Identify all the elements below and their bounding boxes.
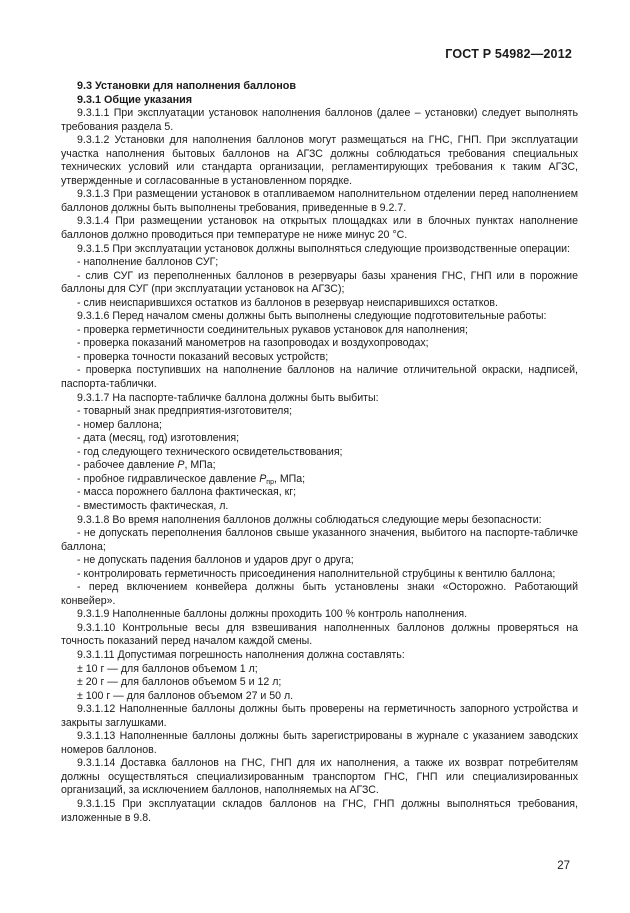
- list-item: - дата (месяц, год) изготовления;: [77, 432, 240, 445]
- subsection-title: 9.3.1 Общие указания: [77, 93, 193, 106]
- list-item: - проверка точности показаний весовых устройств;: [77, 350, 329, 363]
- section-title: 9.3 Установки для наполнения баллонов: [77, 80, 296, 92]
- list-item: - год следующего технического освидетельствования;: [77, 445, 343, 458]
- paragraph: 9.3.1.5 При эксплуатации установок должны выполняться следующие производственные операции:: [77, 242, 571, 255]
- paragraph: 9.3.1.9 Наполненные баллоны должны проходить 100 % контроль наполнения.: [77, 608, 468, 621]
- list-item: - проверка поступивших на наполнение баллонов на наличие отличительной окраски, надписей, паспорта-таблички.: [61, 364, 578, 391]
- working-pressure-symbol: Р: [177, 459, 185, 472]
- paragraph: 9.3.1.12 Наполненные баллоны должны быть проверены на герметичность запорного устройства и закрыты заглушками.: [61, 703, 578, 729]
- list-item-working-pressure: [61, 459, 578, 473]
- paragraph: 9.3.1.14 Доставка баллонов на ГНС, ГНП для их наполнения, а также их возврат потребителям должны осуществляться специализированным транспортом ГНС, ГНП или специализированных организаций, за исключением баллонов, наполняемых на АГЗС.: [61, 757, 578, 797]
- list-item: - проверка показаний манометров на газопроводах и воздухопроводах;: [77, 337, 429, 350]
- list-item: - слив СУГ из переполненных баллонов в резервуары базы хранения ГНС, ГНП или в порожние баллоны для СУГ (при эксплуатации установок на АГЗС);: [61, 269, 578, 296]
- list-item: ± 20 г — для баллонов объемом 5 и 12 л;: [77, 676, 282, 689]
- working-pressure-prefix: - рабочее давление: [77, 459, 178, 472]
- list-item: - не допускать падения баллонов и ударов друг о друга;: [77, 554, 354, 567]
- list-item: - вместимость фактическая, л.: [77, 499, 229, 512]
- paragraph: 9.3.1.10 Контрольные весы для взвешивания наполненных баллонов должны проверяться на точность показаний перед началом каждой смены.: [61, 621, 578, 648]
- test-pressure-symbol: Р: [259, 472, 267, 485]
- document-header: ГОСТ Р 54982—2012: [445, 47, 572, 61]
- paragraph: 9.3.1.15 При эксплуатации складов баллонов на ГНС, ГНП должны выполняться требования, изложенные в 9.8.: [61, 797, 578, 824]
- working-pressure-suffix: , МПа;: [184, 459, 216, 472]
- list-item: - проверка герметичности соединительных рукавов установок для наполнения;: [77, 323, 468, 336]
- paragraph: 9.3.1.6 Перед началом смены должны быть выполнены следующие подготовительные работы:: [77, 310, 547, 323]
- paragraph: 9.3.1.3 При размещении установок в отапливаемом наполнительном отделении перед наполнением баллонов должны быть выполнены требования, приведенные в 9.2.7.: [61, 188, 578, 214]
- list-item: - слив неиспарившихся остатков из баллонов в резервуар неиспарившихся остатков.: [77, 296, 498, 309]
- paragraph: 9.3.1.13 Наполненные баллоны должны быть зарегистрированы в журнале с указанием заводских номеров баллонов.: [61, 730, 578, 756]
- test-pressure-subscript: пр: [266, 478, 274, 486]
- list-item: - контролировать герметичность присоединения наполнительной струбцины к вентилю баллона;: [77, 567, 556, 580]
- list-item: - перед включением конвейера должны быть установлены знаки «Осторожно. Работающий конвейер».: [61, 581, 578, 607]
- list-item-test-pressure: [61, 473, 578, 487]
- test-pressure-suffix: , МПа;: [273, 472, 306, 485]
- list-item: ± 10 г — для баллонов объемом 1 л;: [77, 662, 258, 675]
- test-pressure-prefix: - пробное гидравлическое давление: [77, 472, 260, 485]
- list-item: ± 100 г — для баллонов объемом 27 и 50 л.: [77, 689, 294, 702]
- paragraph: 9.3.1.4 При размещении установок на открытых площадках или в блочных пунктах наполнение баллонов должно проводиться при температуре не ниже минус 20 °С.: [61, 215, 578, 242]
- list-item: - масса порожнего баллона фактическая, кг;: [77, 486, 297, 499]
- paragraph: 9.3.1.7 На паспорте-табличке баллона должны быть выбиты:: [77, 391, 379, 404]
- paragraph: 9.3.1.2 Установки для наполнения баллонов могут размещаться на ГНС, ГНП. При эксплуатации участка наполнения бытовых баллонов на АГЗС должны соблюдаться требования специальных технических условий или стандарта организации, регламентирующих требования к таким АГЗС, утвержденные и согласованные в установленном порядке.: [61, 134, 578, 187]
- page-number: 27: [557, 860, 570, 872]
- list-item: - номер баллона;: [77, 418, 162, 431]
- list-item: - товарный знак предприятия-изготовителя;: [77, 405, 293, 418]
- paragraph: 9.3.1.8 Во время наполнения баллонов должны соблюдаться следующие меры безопасности:: [77, 513, 542, 526]
- list-item: - наполнение баллонов СУГ;: [77, 256, 219, 269]
- document-body: [61, 80, 578, 825]
- list-item: - не допускать переполнения баллонов свыше указанного значения, выбитого на паспорте-табличке баллона;: [61, 527, 578, 553]
- paragraph: 9.3.1.11 Допустимая погрешность наполнения должна составлять:: [77, 648, 405, 661]
- paragraph: 9.3.1.1 При эксплуатации установок наполнения баллонов (далее – установки) следует выполнять требования раздела 5.: [61, 107, 578, 133]
